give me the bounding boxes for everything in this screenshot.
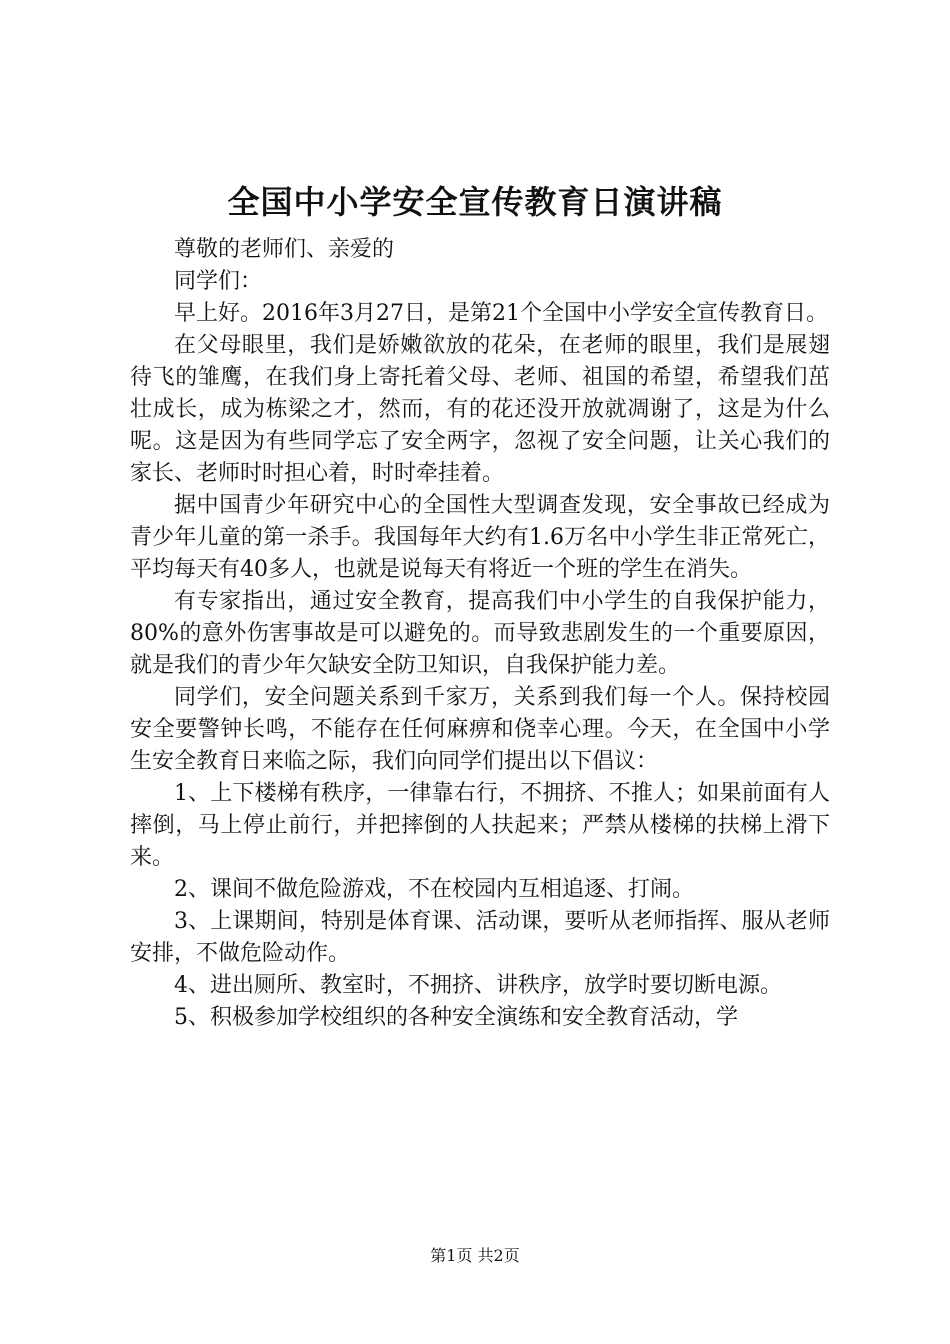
paragraph: 有专家指出，通过安全教育，提高我们中小学生的自我保护能力，80%的意外伤害事故是可以避免的。而导致悲剧发生的一个重要原因，就是我们的青少年欠缺安全防卫知识，自我保护能力差。 (130, 589, 830, 678)
proposal-item: 2、课间不做危险游戏，不在校园内互相追逐、打闹。 (174, 877, 694, 902)
greeting-line-1: 尊敬的老师们、亲爱的 (174, 237, 395, 262)
paragraph: 早上好。2016年3月27日，是第21个全国中小学安全宣传教育日。 (174, 301, 828, 326)
page-title: 全国中小学安全宣传教育日演讲稿 (227, 183, 723, 221)
greeting-line-2: 同学们： (174, 269, 263, 294)
proposal-item: 5、积极参加学校组织的各种安全演练和安全教育活动，学 (174, 1005, 738, 1030)
proposal-item: 4、进出厕所、教室时，不拥挤、讲秩序，放学时要切断电源。 (174, 973, 782, 998)
document-body (130, 234, 830, 1034)
proposal-item: 3、上课期间，特别是体育课、活动课，要听从老师指挥、服从老师安排，不做危险动作。 (130, 909, 830, 966)
paragraph: 据中国青少年研究中心的全国性大型调查发现，安全事故已经成为青少年儿童的第一杀手。我国每年大约有1.6万名中小学生非正常死亡，平均每天有40多人，也就是说每天有将近一个班的学生在消失。 (130, 493, 830, 582)
page-footer: 第1页 共2页 (430, 1246, 520, 1265)
proposal-item: 1、上下楼梯有秩序，一律靠右行，不拥挤、不推人；如果前面有人摔倒，马上停止前行，并把摔倒的人扶起来；严禁从楼梯的扶梯上滑下来。 (130, 781, 830, 870)
paragraph: 同学们，安全问题关系到千家万，关系到我们每一个人。保持校园安全要警钟长鸣，不能存在任何麻痹和侥幸心理。今天，在全国中小学生安全教育日来临之际，我们向同学们提出以下倡议： (130, 685, 830, 774)
paragraph: 在父母眼里，我们是娇嫩欲放的花朵，在老师的眼里，我们是展翅待飞的雏鹰，在我们身上寄托着父母、老师、祖国的希望，希望我们茁壮成长，成为栋梁之才，然而，有的花还没开放就凋谢了，这是为什么呢。这是因为有些同学忘了安全两字，忽视了安全问题，让关心我们的家长、老师时时担心着，时时牵挂着。 (130, 333, 830, 486)
